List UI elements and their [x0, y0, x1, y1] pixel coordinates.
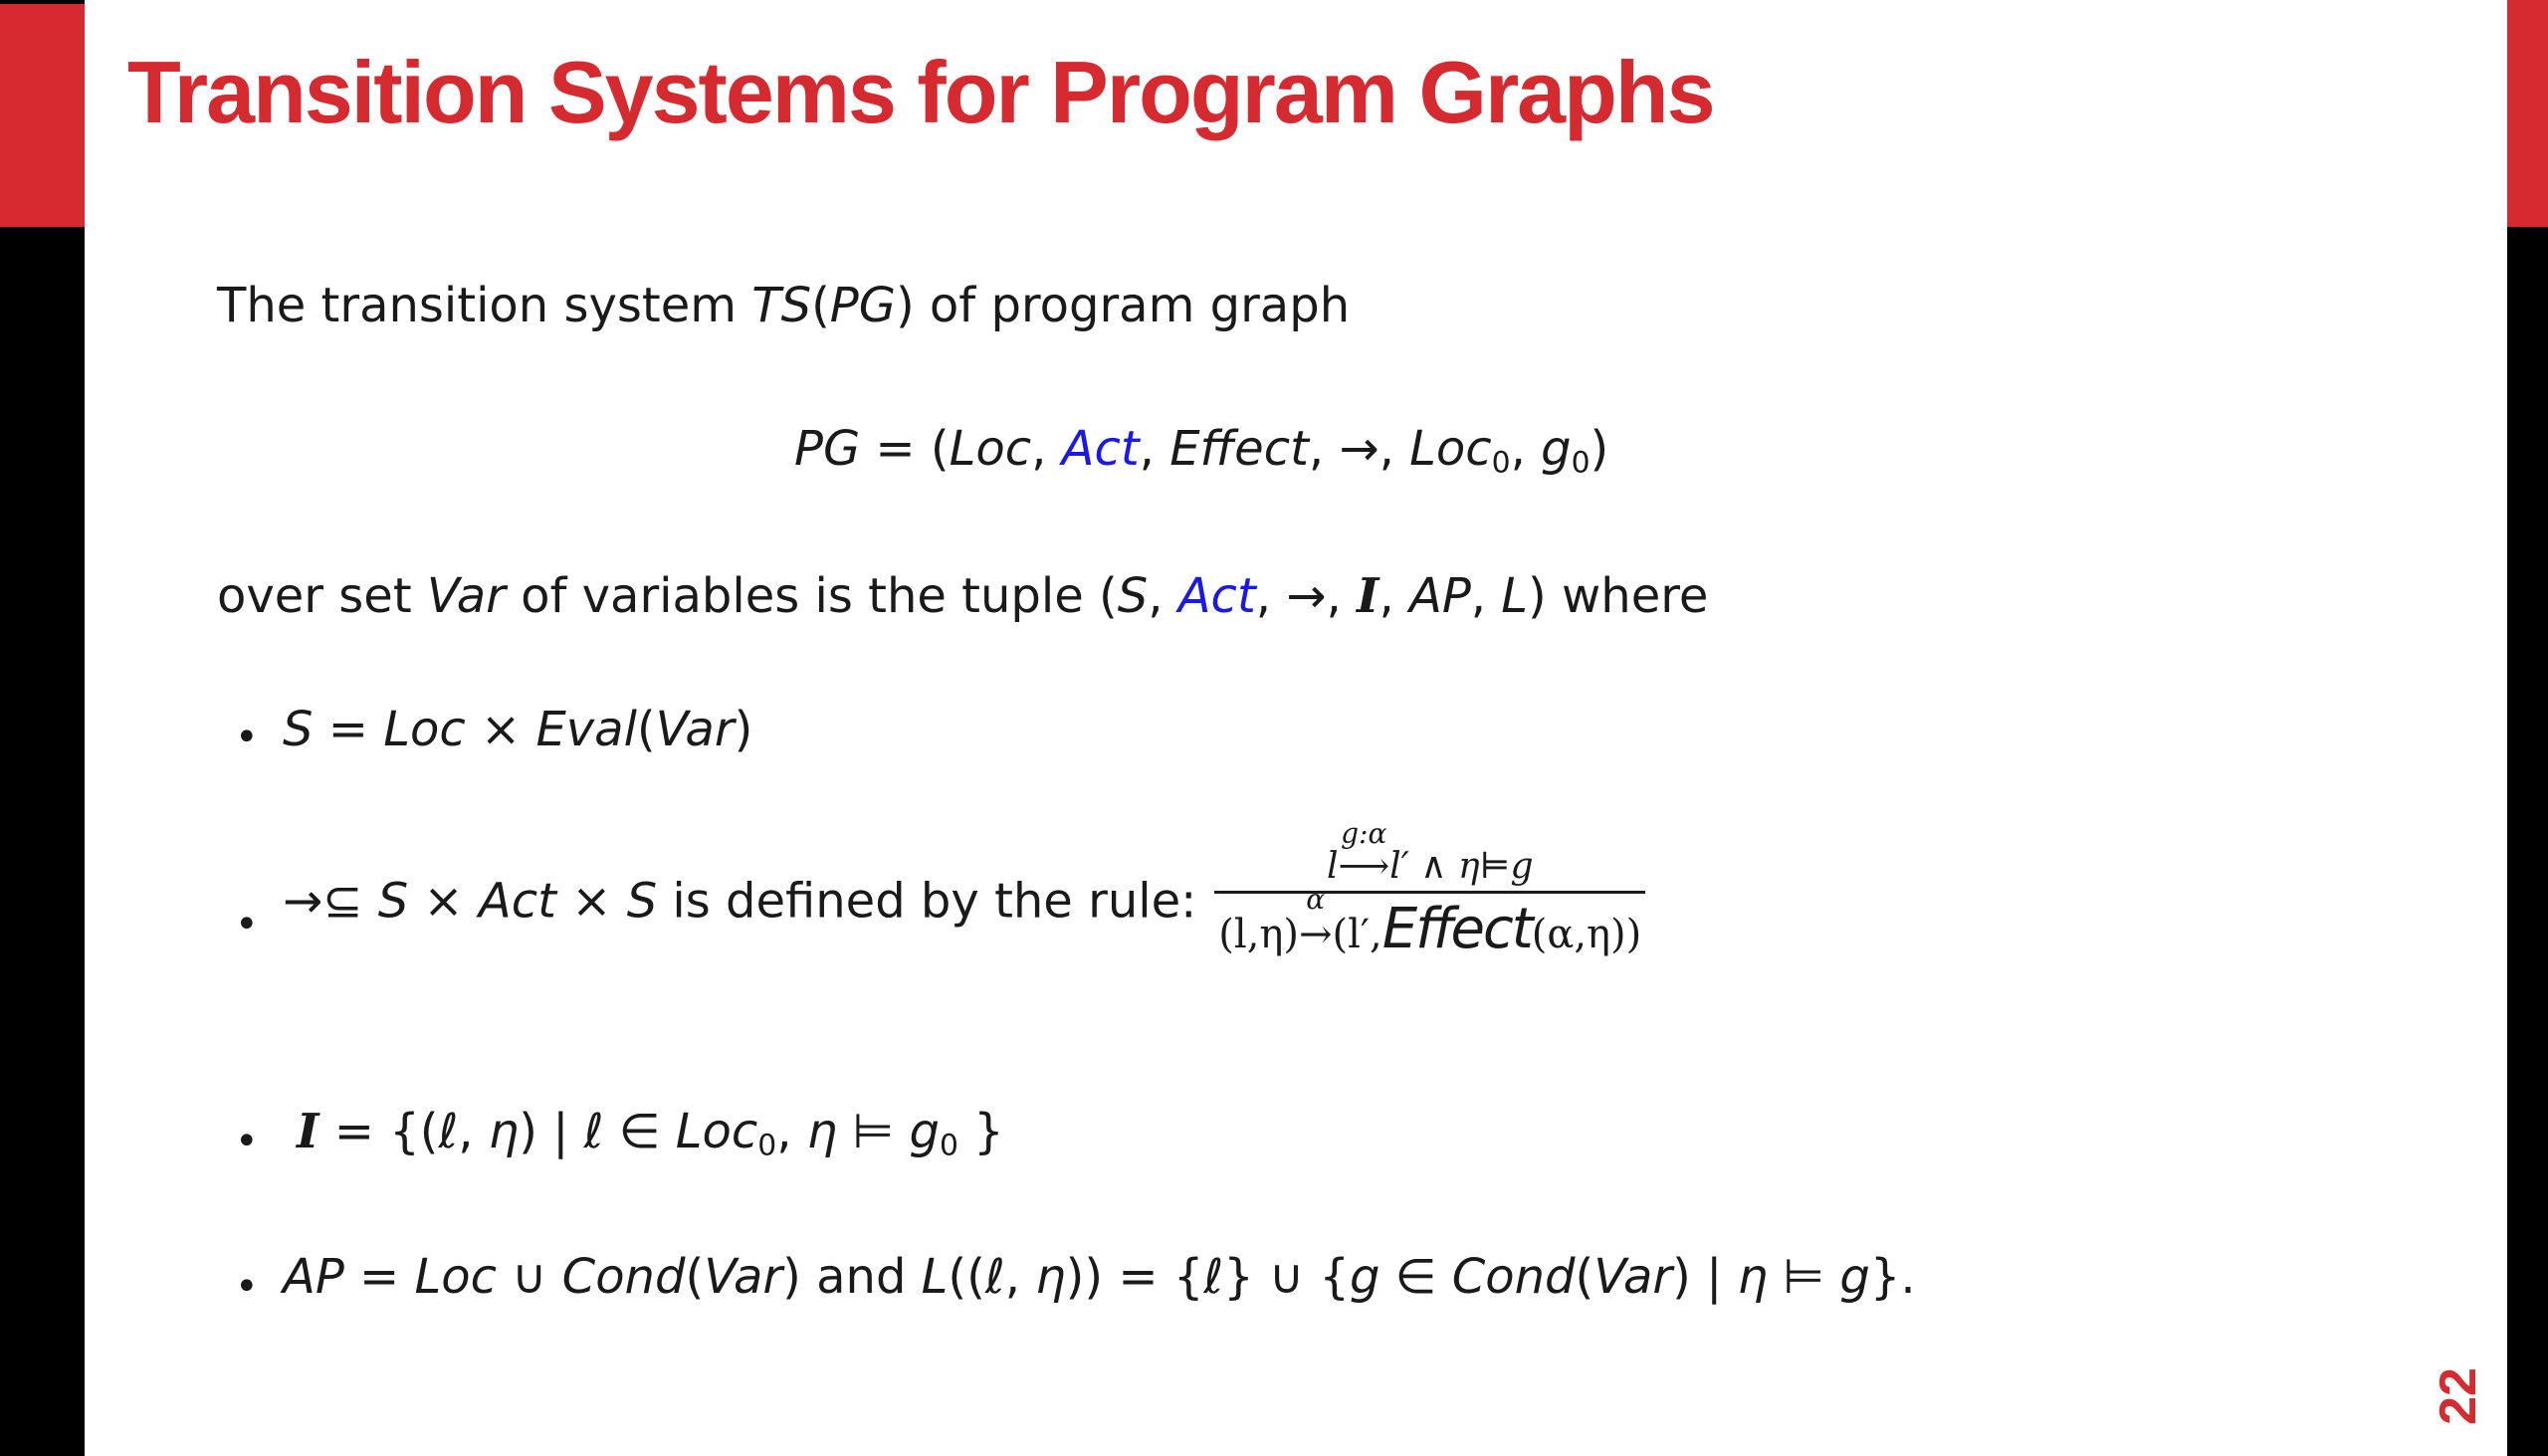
bullet-marker: •	[235, 1119, 259, 1164]
models-sign: ⊨	[837, 1104, 910, 1159]
initial-set-symbol: I	[297, 1104, 319, 1159]
left-accent-bar	[0, 4, 85, 227]
conclusion-target: (l′,	[1332, 912, 1382, 958]
conclusion-arrow	[1298, 883, 1333, 958]
ap-symbol: AP	[283, 1249, 344, 1305]
var-symbol: Var	[426, 568, 506, 624]
over-mid: of variables is the tuple (	[505, 568, 1118, 624]
subseteq-sign: ⊆	[322, 873, 378, 930]
initial-states-definition	[297, 1104, 1004, 1163]
page-number-text: 22	[2430, 1367, 2487, 1425]
g0-subscript: 0	[1571, 445, 1591, 481]
bar-sign: ) |	[1672, 1249, 1738, 1305]
premise-rest: l′ ∧ η⊨g	[1389, 846, 1534, 887]
set-close: }	[957, 1104, 1004, 1159]
ap-symbol: AP	[1408, 568, 1471, 624]
s-symbol: S	[1117, 568, 1149, 624]
eta-symbol: η	[806, 1104, 838, 1159]
g0-subscript: 0	[939, 1128, 958, 1163]
intro-text: The transition system	[217, 278, 752, 333]
effect-symbol: Effect	[1169, 421, 1309, 477]
eta-symbol: η	[488, 1104, 520, 1159]
labeling-symbol: L	[921, 1249, 949, 1305]
loc0-subscript: 0	[757, 1128, 777, 1163]
conclusion-source: (l,η)	[1218, 912, 1299, 958]
comma: ,	[776, 1104, 807, 1159]
cup-sign: ∪	[497, 1249, 562, 1305]
act-symbol: Act	[1061, 421, 1140, 477]
intro-line: The transition system TS(PG) of program graph	[217, 278, 1351, 333]
pg-symbol: PG	[829, 278, 896, 333]
rule-conclusion	[1214, 883, 1645, 962]
ts-symbol: TS	[751, 278, 812, 333]
arrow-symbol: →	[283, 873, 323, 930]
premise-arrow-label: g:α	[1341, 817, 1387, 850]
times-sign: ×	[408, 873, 479, 930]
eval-symbol: Eval	[535, 702, 637, 757]
s-symbol: S	[377, 873, 409, 930]
rule-premise	[1214, 817, 1645, 891]
conclusion-arrow-glyph: →	[1298, 912, 1333, 958]
eq-sign: =	[313, 702, 384, 757]
g0-symbol: g	[909, 1104, 940, 1159]
times-sign: ×	[465, 702, 536, 757]
ell-symbol: ℓ	[1203, 1249, 1224, 1305]
cond-symbol: Cond	[1451, 1249, 1576, 1305]
comma: ,	[458, 1104, 489, 1159]
times-sign: ×	[555, 873, 627, 930]
state-space-definition: S = Loc × Eval(Var)	[283, 702, 753, 757]
effect-symbol: Effect	[1381, 897, 1532, 962]
labeling-definition: AP = Loc ∪ Cond(Var) and L((ℓ, η)) = {ℓ} ∪ {g ∈ Cond(Var) | η ⊨ g}.	[283, 1249, 1916, 1305]
loc0-symbol: Loc	[1409, 421, 1492, 477]
eta-symbol: η	[1035, 1249, 1066, 1305]
bullet-marker: •	[235, 715, 259, 760]
and-text: and	[800, 1249, 922, 1305]
premise-location: l	[1326, 846, 1339, 887]
intro-suffix: of program graph	[914, 278, 1351, 333]
page-number	[2430, 1361, 2487, 1431]
loc0-symbol: Loc	[675, 1104, 758, 1159]
labeling-symbol: L	[1501, 568, 1529, 624]
premise-arrow	[1338, 817, 1390, 887]
bullet-marker: •	[235, 902, 259, 947]
g-symbol: g	[1839, 1249, 1870, 1305]
over-text: over set	[217, 568, 427, 624]
loc-symbol: Loc	[383, 702, 466, 757]
ell-symbol: ℓ	[984, 1249, 1005, 1305]
bullet-marker: •	[235, 1264, 259, 1310]
slide-title: Transition Systems for Program Graphs	[127, 43, 1714, 141]
in-sign: ∈	[1380, 1249, 1452, 1305]
over-line: over set Var of variables is the tuple (S, Act, →, I, AP, L) where	[217, 568, 1709, 624]
transition-relation-definition	[283, 817, 1645, 962]
eq-sign: )) = {	[1065, 1249, 1204, 1305]
var-symbol: Var	[655, 702, 735, 757]
pg-name: PG	[794, 421, 861, 477]
act-symbol: Act	[478, 873, 556, 930]
inference-rule	[1214, 817, 1645, 962]
pg-eq: = (	[860, 421, 950, 477]
conclusion-arrow-label: α	[1306, 883, 1326, 917]
conclusion-args: (α,η))	[1531, 912, 1642, 958]
loc-symbol: Loc	[949, 421, 1032, 477]
var-symbol: Var	[1593, 1249, 1673, 1305]
pg-tuple: PG = (Loc, Act, Effect, →, Loc$_0$, $g_0$)	[794, 421, 1609, 481]
loc0-subscript: 0	[1491, 445, 1511, 481]
models-sign: ⊨	[1768, 1249, 1840, 1305]
eta-symbol: η	[1737, 1249, 1769, 1305]
eq-sign: =	[343, 1249, 415, 1305]
arrow-symbol: →	[1286, 568, 1327, 624]
act-symbol: Act	[1177, 568, 1256, 624]
premise-arrow-glyph: ⟶	[1338, 846, 1390, 887]
cond-symbol: Cond	[561, 1249, 686, 1305]
cup-sign: } ∪ {	[1223, 1249, 1350, 1305]
loc-symbol: Loc	[414, 1249, 498, 1305]
s-symbol: S	[283, 702, 314, 757]
open-paren: ((	[948, 1249, 985, 1305]
eq-sign: = {(	[318, 1104, 439, 1159]
bar-sign: ) |	[519, 1104, 584, 1159]
initial-set-symbol: I	[1357, 568, 1380, 624]
g0-symbol: g	[1541, 421, 1572, 477]
right-accent-bar	[2507, 0, 2548, 227]
arrow-symbol: →	[1339, 421, 1380, 477]
ell-symbol: ℓ	[438, 1104, 459, 1159]
set-close: }.	[1869, 1249, 1916, 1305]
g-symbol: g	[1349, 1249, 1380, 1305]
pg-close: )	[1590, 421, 1609, 477]
ell-symbol: ℓ	[583, 1104, 604, 1159]
rule-text: is defined by the rule:	[657, 873, 1197, 930]
s-symbol: S	[626, 873, 658, 930]
var-symbol: Var	[704, 1249, 783, 1305]
over-close: ) where	[1528, 568, 1709, 624]
in-sign: ∈	[603, 1104, 676, 1159]
